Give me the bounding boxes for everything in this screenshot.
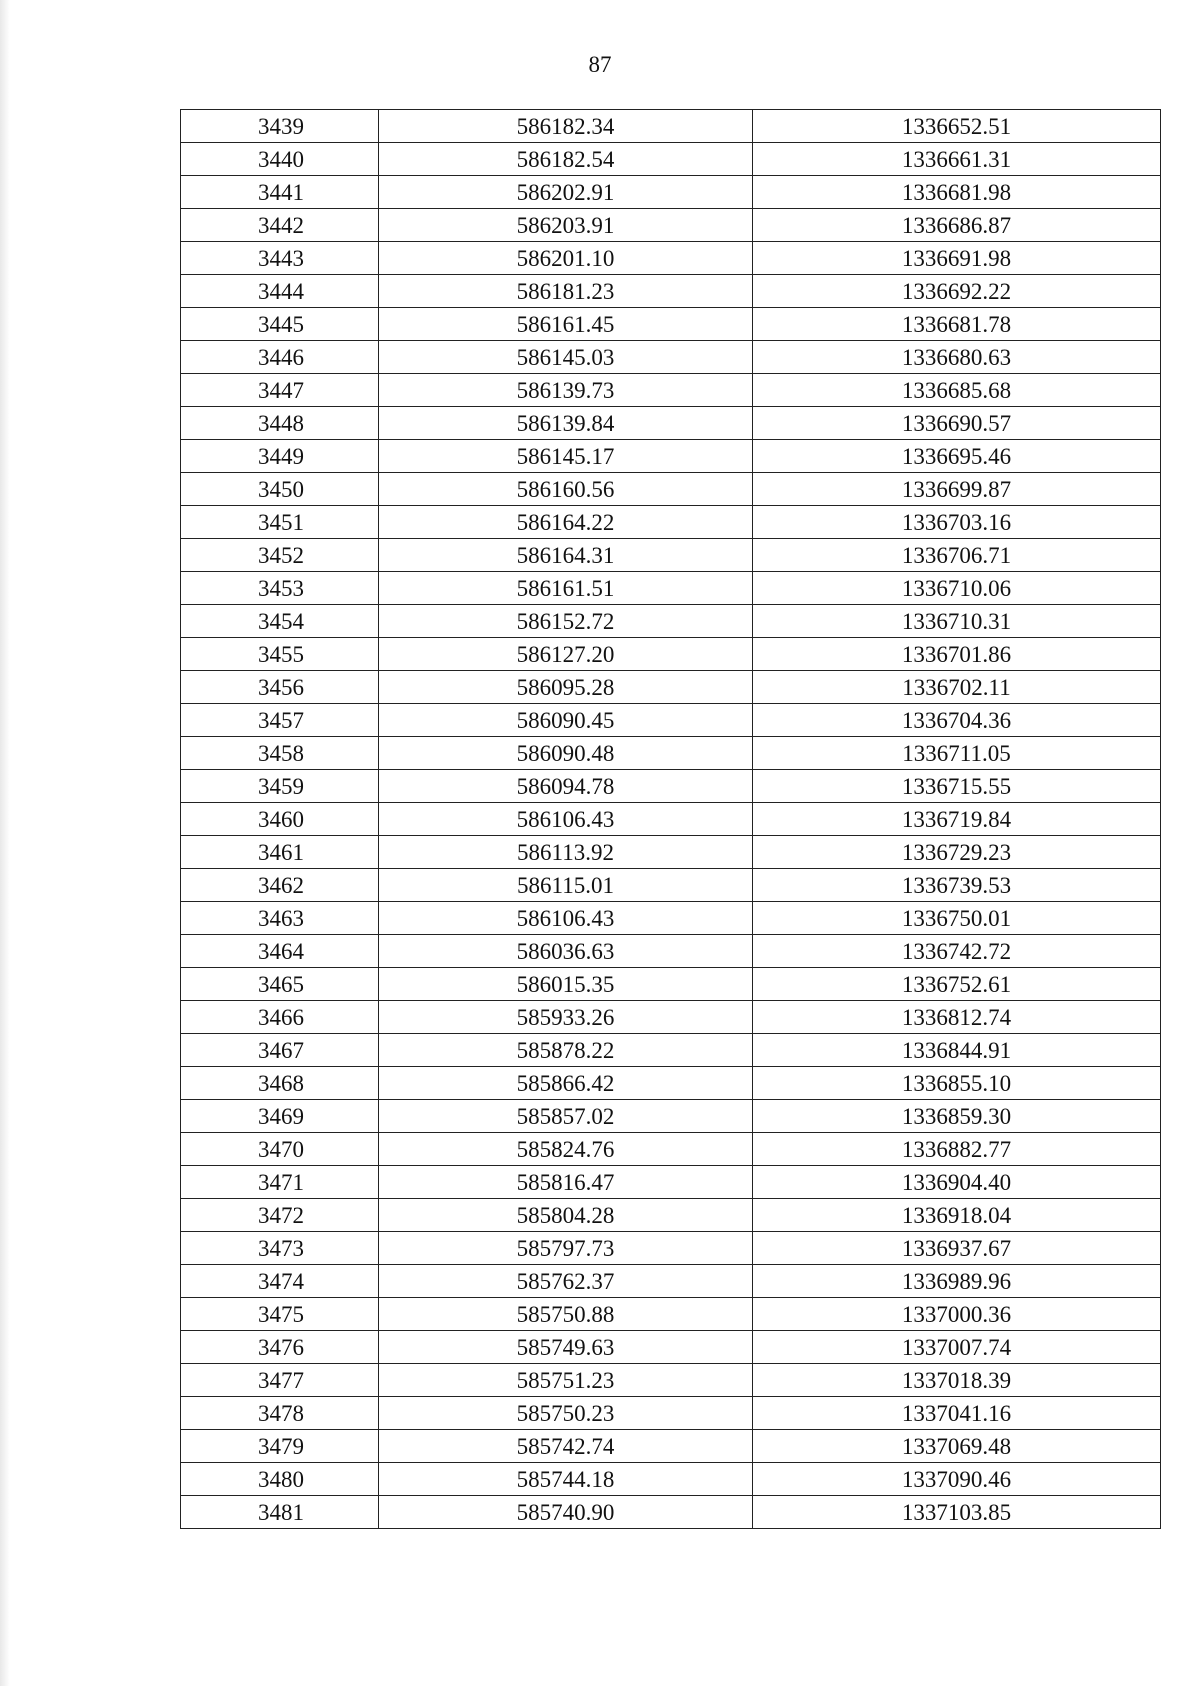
point-id-cell: 3457: [181, 704, 379, 737]
table-row: [181, 1199, 1161, 1232]
table-row: [181, 275, 1161, 308]
y-coordinate-cell: 1336855.10: [753, 1067, 1161, 1100]
y-coordinate-cell: 1336739.53: [753, 869, 1161, 902]
y-coordinate-cell: 1337090.46: [753, 1463, 1161, 1496]
point-id-cell: 3465: [181, 968, 379, 1001]
point-id-cell: 3475: [181, 1298, 379, 1331]
point-id-cell: 3440: [181, 143, 379, 176]
y-coordinate-cell: 1336690.57: [753, 407, 1161, 440]
y-coordinate-cell: 1336729.23: [753, 836, 1161, 869]
table-row: [181, 1463, 1161, 1496]
point-id-cell: 3444: [181, 275, 379, 308]
x-coordinate-cell: 585750.23: [379, 1397, 753, 1430]
table-row: [181, 209, 1161, 242]
y-coordinate-cell: 1336882.77: [753, 1133, 1161, 1166]
y-coordinate-cell: 1336710.31: [753, 605, 1161, 638]
table-row: [181, 506, 1161, 539]
point-id-cell: 3466: [181, 1001, 379, 1034]
point-id-cell: 3470: [181, 1133, 379, 1166]
x-coordinate-cell: 586139.84: [379, 407, 753, 440]
point-id-cell: 3442: [181, 209, 379, 242]
x-coordinate-cell: 586106.43: [379, 803, 753, 836]
point-id-cell: 3445: [181, 308, 379, 341]
y-coordinate-cell: 1336904.40: [753, 1166, 1161, 1199]
table-row: [181, 143, 1161, 176]
table-row: [181, 902, 1161, 935]
x-coordinate-cell: 586139.73: [379, 374, 753, 407]
table-row: [181, 935, 1161, 968]
x-coordinate-cell: 586095.28: [379, 671, 753, 704]
x-coordinate-cell: 585762.37: [379, 1265, 753, 1298]
x-coordinate-cell: 586036.63: [379, 935, 753, 968]
y-coordinate-cell: 1336681.98: [753, 176, 1161, 209]
table-row: [181, 605, 1161, 638]
point-id-cell: 3459: [181, 770, 379, 803]
table-row: [181, 1430, 1161, 1463]
x-coordinate-cell: 585742.74: [379, 1430, 753, 1463]
table-row: [181, 242, 1161, 275]
page-number: 87: [588, 52, 612, 77]
y-coordinate-cell: 1336652.51: [753, 110, 1161, 143]
point-id-cell: 3467: [181, 1034, 379, 1067]
x-coordinate-cell: 586182.54: [379, 143, 753, 176]
table-row: [181, 473, 1161, 506]
y-coordinate-cell: 1337103.85: [753, 1496, 1161, 1529]
point-id-cell: 3477: [181, 1364, 379, 1397]
x-coordinate-cell: 586202.91: [379, 176, 753, 209]
x-coordinate-cell: 586201.10: [379, 242, 753, 275]
x-coordinate-cell: 586152.72: [379, 605, 753, 638]
table-row: [181, 1100, 1161, 1133]
table-row: [181, 110, 1161, 143]
y-coordinate-cell: 1336989.96: [753, 1265, 1161, 1298]
x-coordinate-cell: 585878.22: [379, 1034, 753, 1067]
x-coordinate-cell: 586015.35: [379, 968, 753, 1001]
x-coordinate-cell: 586182.34: [379, 110, 753, 143]
y-coordinate-cell: 1336702.11: [753, 671, 1161, 704]
y-coordinate-cell: 1337007.74: [753, 1331, 1161, 1364]
x-coordinate-cell: 585797.73: [379, 1232, 753, 1265]
table-row: [181, 1265, 1161, 1298]
x-coordinate-cell: 586160.56: [379, 473, 753, 506]
point-id-cell: 3458: [181, 737, 379, 770]
table-row: [181, 1298, 1161, 1331]
point-id-cell: 3478: [181, 1397, 379, 1430]
y-coordinate-cell: 1337000.36: [753, 1298, 1161, 1331]
point-id-cell: 3463: [181, 902, 379, 935]
x-coordinate-cell: 586145.17: [379, 440, 753, 473]
x-coordinate-cell: 586094.78: [379, 770, 753, 803]
point-id-cell: 3455: [181, 638, 379, 671]
table-row: [181, 374, 1161, 407]
y-coordinate-cell: 1337018.39: [753, 1364, 1161, 1397]
point-id-cell: 3439: [181, 110, 379, 143]
table-row: [181, 1496, 1161, 1529]
point-id-cell: 3479: [181, 1430, 379, 1463]
point-id-cell: 3446: [181, 341, 379, 374]
point-id-cell: 3443: [181, 242, 379, 275]
point-id-cell: 3449: [181, 440, 379, 473]
y-coordinate-cell: 1337069.48: [753, 1430, 1161, 1463]
x-coordinate-cell: 586127.20: [379, 638, 753, 671]
y-coordinate-cell: 1336742.72: [753, 935, 1161, 968]
y-coordinate-cell: 1337041.16: [753, 1397, 1161, 1430]
point-id-cell: 3464: [181, 935, 379, 968]
table-row: [181, 1034, 1161, 1067]
point-id-cell: 3481: [181, 1496, 379, 1529]
table-row: [181, 1166, 1161, 1199]
point-id-cell: 3450: [181, 473, 379, 506]
table-row: [181, 704, 1161, 737]
table-body: [181, 110, 1161, 1529]
x-coordinate-cell: 585804.28: [379, 1199, 753, 1232]
x-coordinate-cell: 585744.18: [379, 1463, 753, 1496]
x-coordinate-cell: 585866.42: [379, 1067, 753, 1100]
table-row: [181, 1331, 1161, 1364]
point-id-cell: 3461: [181, 836, 379, 869]
table-row: [181, 803, 1161, 836]
table-row: [181, 836, 1161, 869]
x-coordinate-cell: 585816.47: [379, 1166, 753, 1199]
point-id-cell: 3474: [181, 1265, 379, 1298]
x-coordinate-cell: 585824.76: [379, 1133, 753, 1166]
table-row: [181, 1067, 1161, 1100]
x-coordinate-cell: 585933.26: [379, 1001, 753, 1034]
table-row: [181, 572, 1161, 605]
x-coordinate-cell: 586145.03: [379, 341, 753, 374]
point-id-cell: 3456: [181, 671, 379, 704]
y-coordinate-cell: 1336937.67: [753, 1232, 1161, 1265]
point-id-cell: 3468: [181, 1067, 379, 1100]
y-coordinate-cell: 1336691.98: [753, 242, 1161, 275]
table-row: [181, 869, 1161, 902]
point-id-cell: 3460: [181, 803, 379, 836]
y-coordinate-cell: 1336692.22: [753, 275, 1161, 308]
table-row: [181, 770, 1161, 803]
y-coordinate-cell: 1336680.63: [753, 341, 1161, 374]
table-row: [181, 440, 1161, 473]
y-coordinate-cell: 1336719.84: [753, 803, 1161, 836]
x-coordinate-cell: 586161.45: [379, 308, 753, 341]
y-coordinate-cell: 1336812.74: [753, 1001, 1161, 1034]
y-coordinate-cell: 1336710.06: [753, 572, 1161, 605]
x-coordinate-cell: 586181.23: [379, 275, 753, 308]
table-row: [181, 1397, 1161, 1430]
table-row: [181, 1364, 1161, 1397]
table-row: [181, 1001, 1161, 1034]
point-id-cell: 3447: [181, 374, 379, 407]
point-id-cell: 3471: [181, 1166, 379, 1199]
y-coordinate-cell: 1336752.61: [753, 968, 1161, 1001]
y-coordinate-cell: 1336715.55: [753, 770, 1161, 803]
table-row: [181, 638, 1161, 671]
x-coordinate-cell: 586203.91: [379, 209, 753, 242]
coordinates-table: [180, 109, 1161, 1529]
point-id-cell: 3476: [181, 1331, 379, 1364]
table-row: [181, 341, 1161, 374]
x-coordinate-cell: 586113.92: [379, 836, 753, 869]
point-id-cell: 3452: [181, 539, 379, 572]
x-coordinate-cell: 585740.90: [379, 1496, 753, 1529]
table-row: [181, 539, 1161, 572]
x-coordinate-cell: 585751.23: [379, 1364, 753, 1397]
point-id-cell: 3451: [181, 506, 379, 539]
table-row: [181, 308, 1161, 341]
y-coordinate-cell: 1336711.05: [753, 737, 1161, 770]
x-coordinate-cell: 585749.63: [379, 1331, 753, 1364]
point-id-cell: 3480: [181, 1463, 379, 1496]
y-coordinate-cell: 1336704.36: [753, 704, 1161, 737]
y-coordinate-cell: 1336699.87: [753, 473, 1161, 506]
y-coordinate-cell: 1336681.78: [753, 308, 1161, 341]
point-id-cell: 3454: [181, 605, 379, 638]
table-row: [181, 1133, 1161, 1166]
point-id-cell: 3441: [181, 176, 379, 209]
y-coordinate-cell: 1336706.71: [753, 539, 1161, 572]
y-coordinate-cell: 1336685.68: [753, 374, 1161, 407]
table-row: [181, 671, 1161, 704]
y-coordinate-cell: 1336703.16: [753, 506, 1161, 539]
point-id-cell: 3462: [181, 869, 379, 902]
x-coordinate-cell: 586164.22: [379, 506, 753, 539]
point-id-cell: 3453: [181, 572, 379, 605]
y-coordinate-cell: 1336918.04: [753, 1199, 1161, 1232]
table-row: [181, 176, 1161, 209]
y-coordinate-cell: 1336695.46: [753, 440, 1161, 473]
x-coordinate-cell: 586164.31: [379, 539, 753, 572]
y-coordinate-cell: 1336661.31: [753, 143, 1161, 176]
x-coordinate-cell: 586161.51: [379, 572, 753, 605]
x-coordinate-cell: 586090.48: [379, 737, 753, 770]
y-coordinate-cell: 1336844.91: [753, 1034, 1161, 1067]
y-coordinate-cell: 1336750.01: [753, 902, 1161, 935]
point-id-cell: 3472: [181, 1199, 379, 1232]
point-id-cell: 3469: [181, 1100, 379, 1133]
x-coordinate-cell: 586115.01: [379, 869, 753, 902]
y-coordinate-cell: 1336701.86: [753, 638, 1161, 671]
table-row: [181, 968, 1161, 1001]
x-coordinate-cell: 586106.43: [379, 902, 753, 935]
table-row: [181, 407, 1161, 440]
table-row: [181, 1232, 1161, 1265]
point-id-cell: 3448: [181, 407, 379, 440]
x-coordinate-cell: 586090.45: [379, 704, 753, 737]
x-coordinate-cell: 585857.02: [379, 1100, 753, 1133]
y-coordinate-cell: 1336859.30: [753, 1100, 1161, 1133]
point-id-cell: 3473: [181, 1232, 379, 1265]
y-coordinate-cell: 1336686.87: [753, 209, 1161, 242]
x-coordinate-cell: 585750.88: [379, 1298, 753, 1331]
scan-edge: [0, 0, 10, 1686]
table-row: [181, 737, 1161, 770]
